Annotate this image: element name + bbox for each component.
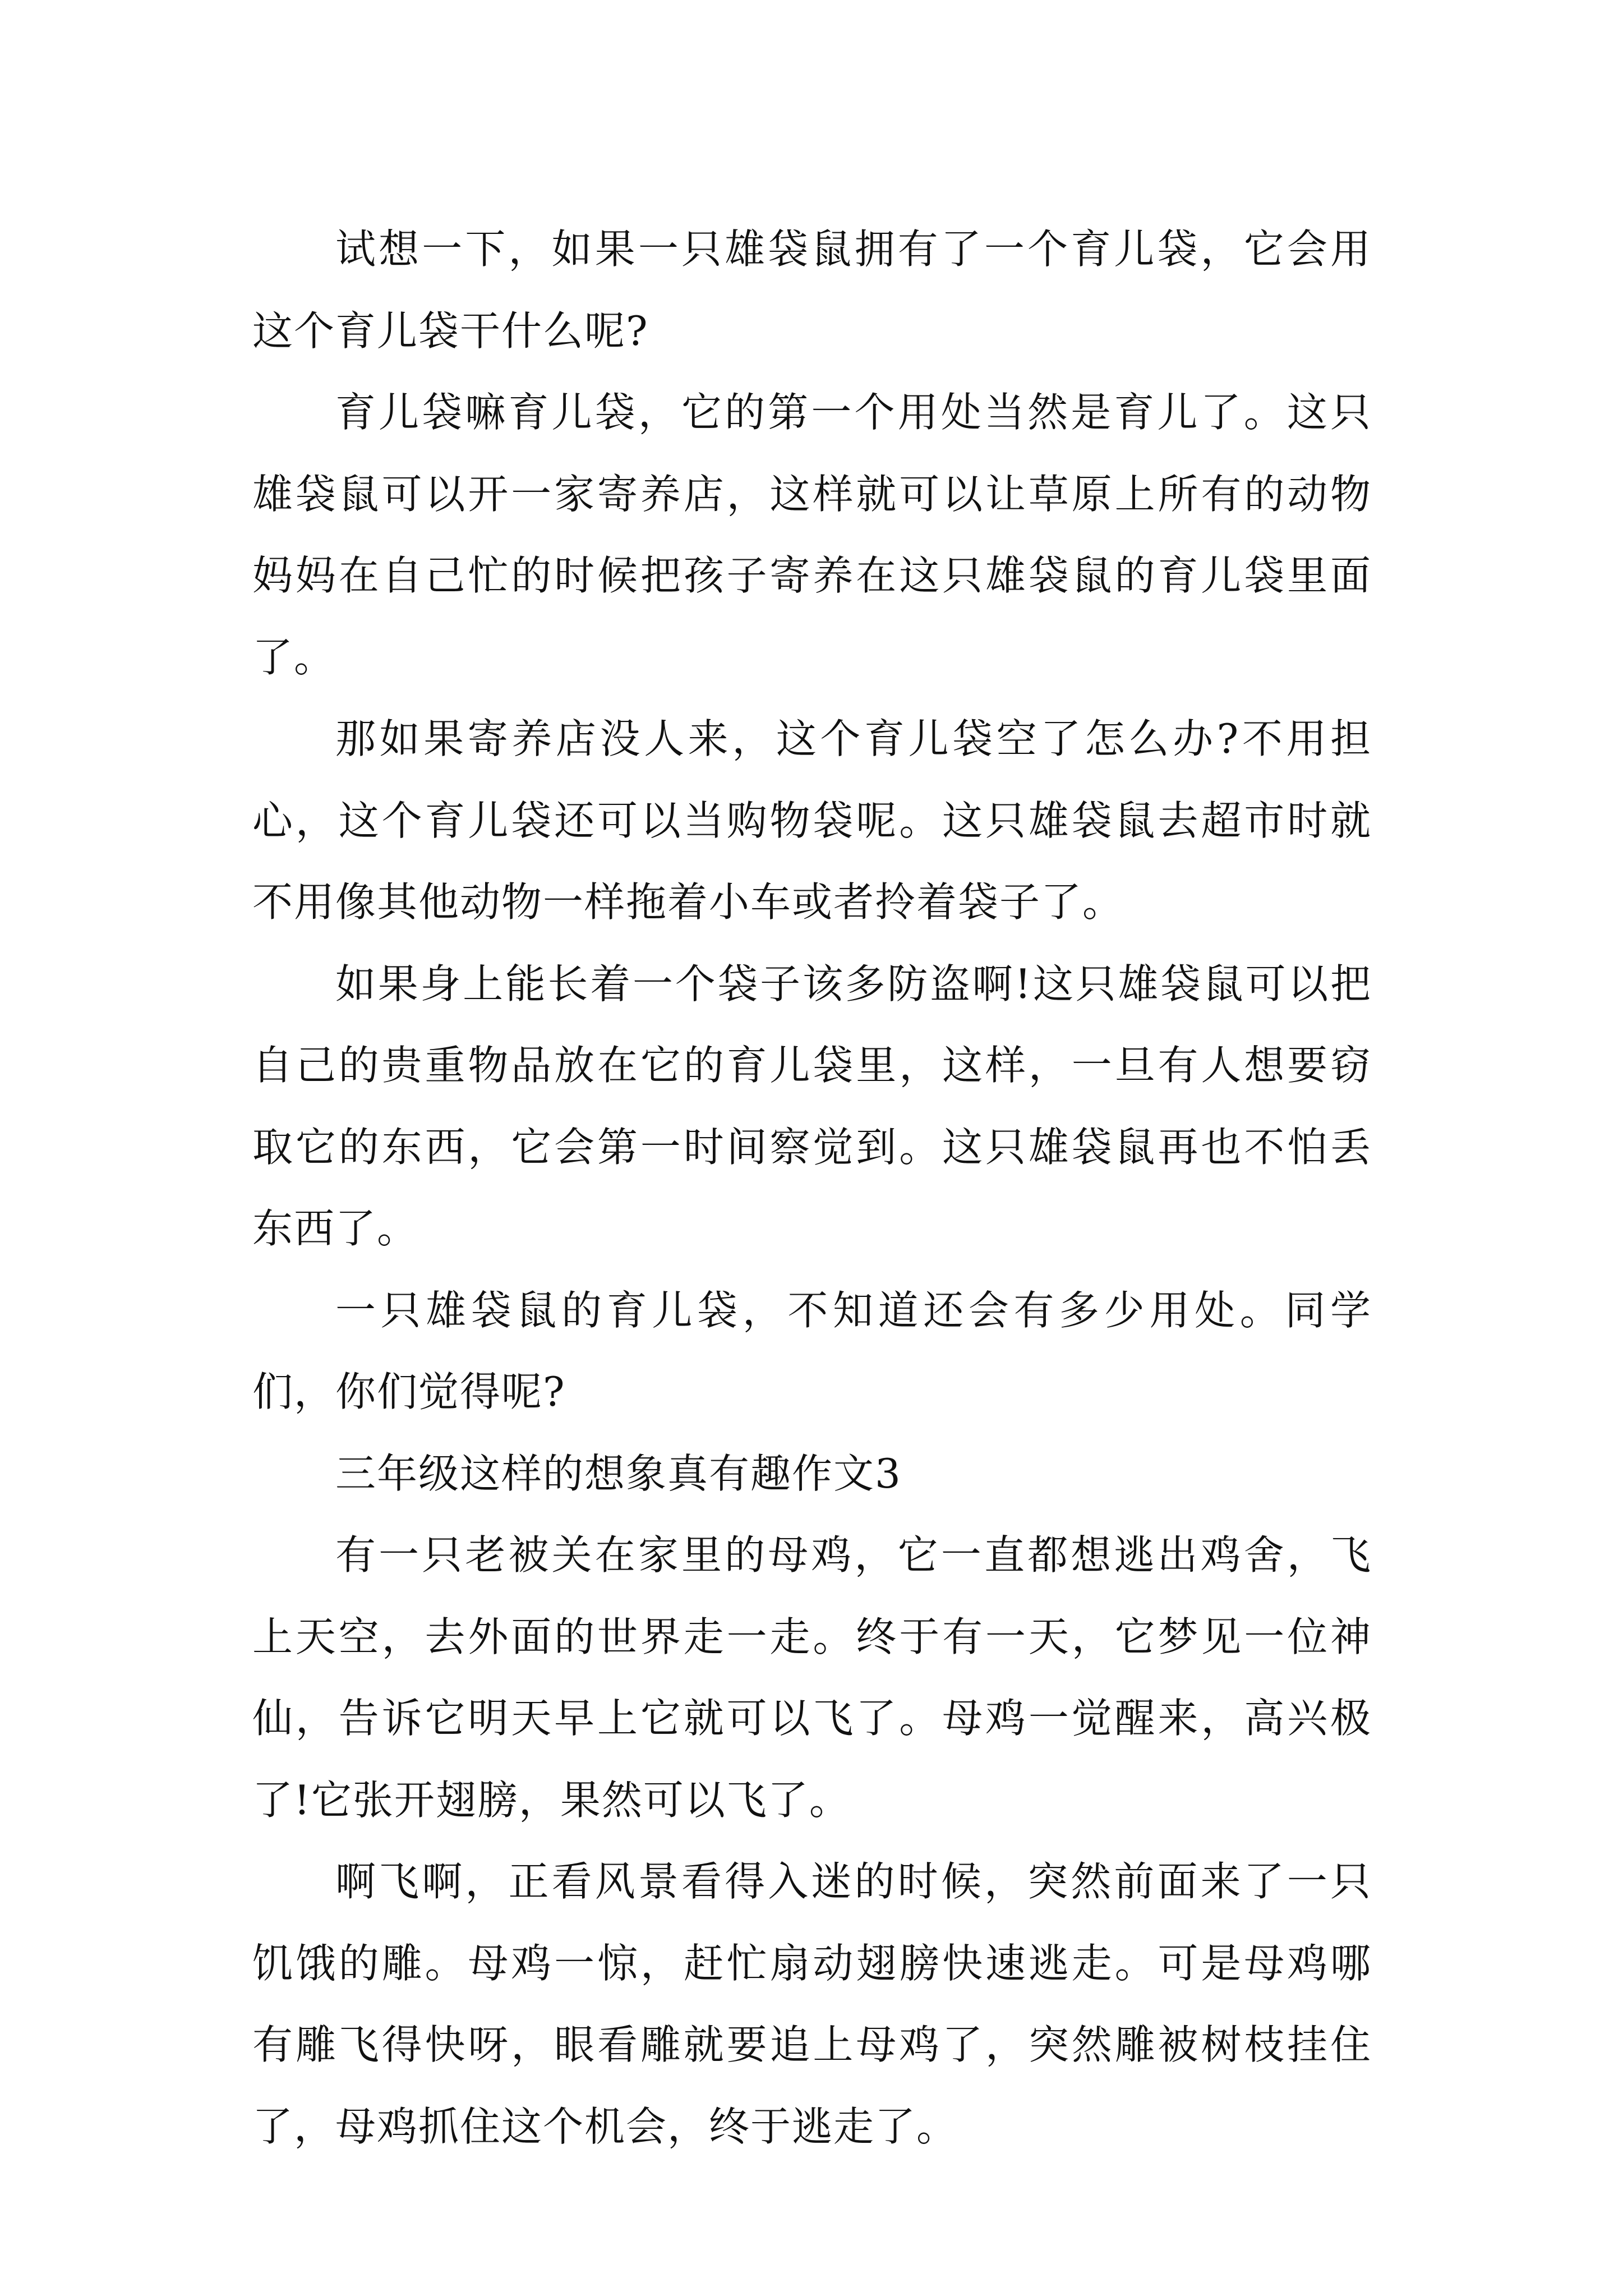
paragraph-3: 那如果寄养店没人来，这个育儿袋空了怎么办?不用担心，这个育儿袋还可以当购物袋呢。这只雄袋鼠去超市时就不用像其他动物一样拖着小车或者拎着袋子了。 [252,715,1372,926]
paragraph-2: 育儿袋嘛育儿袋，它的第一个用处当然是育儿了。这只雄袋鼠可以开一家寄养店，这样就可以让草原上所有的动物妈妈在自己忙的时候把孩子寄养在这只雄袋鼠的育儿袋里面了。 [252,389,1372,681]
document-body [252,209,1372,2168]
paragraph-1: 试想一下，如果一只雄袋鼠拥有了一个育儿袋，它会用这个育儿袋干什么呢? [252,226,1372,355]
section-heading: 三年级这样的想象真有趣作文3 [335,1450,902,1497]
paragraph-4: 如果身上能长着一个袋子该多防盗啊!这只雄袋鼠可以把自己的贵重物品放在它的育儿袋里，这样，一旦有人想要窃取它的东西，它会第一时间察觉到。这只雄袋鼠再也不怕丢东西了。 [252,960,1372,1252]
paragraph-6: 有一只老被关在家里的母鸡，它一直都想逃出鸡舍，飞上天空，去外面的世界走一走。终于有一天，它梦见一位神仙，告诉它明天早上它就可以飞了。母鸡一觉醒来，高兴极了!它张开翅膀，果然可以飞了。 [252,1531,1372,1824]
paragraph-5: 一只雄袋鼠的育儿袋，不知道还会有多少用处。同学们，你们觉得呢? [252,1286,1372,1415]
paragraph-7: 啊飞啊，正看风景看得入迷的时候，突然前面来了一只饥饿的雕。母鸡一惊，赶忙扇动翅膀快速逃走。可是母鸡哪有雕飞得快呀，眼看雕就要追上母鸡了，突然雕被树枝挂住了，母鸡抓住这个机会，终于逃走了。 [252,1858,1372,2150]
